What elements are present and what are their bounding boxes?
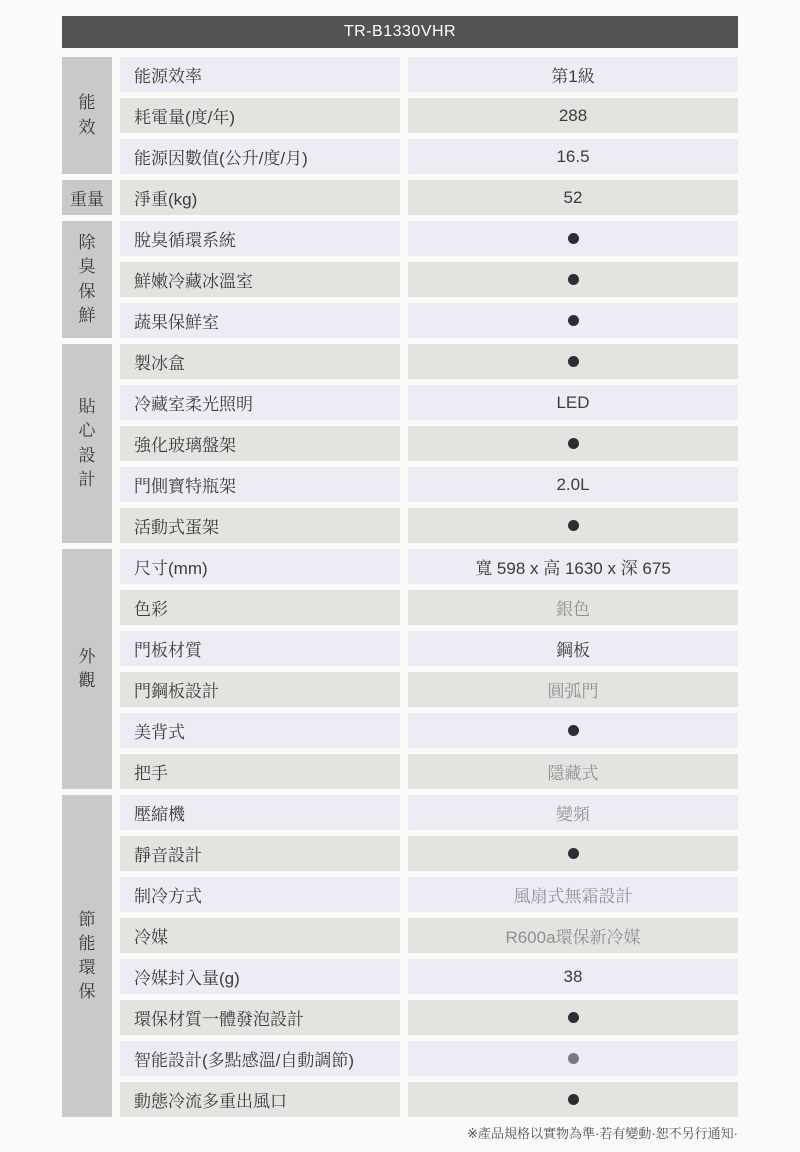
spec-value-cell (408, 508, 738, 543)
spec-value-cell (408, 426, 738, 461)
category-label-text: 貼 心 設 計 (78, 397, 96, 489)
category-label (62, 221, 112, 338)
category-label: 重量 (62, 180, 112, 215)
spec-value: 38 (563, 966, 583, 986)
spec-value: 第1級 (551, 67, 595, 86)
spec-value-cell (408, 877, 738, 912)
spec-row (120, 959, 738, 994)
spec-value: R600a環保新冷媒 (505, 928, 641, 947)
spec-value-cell (408, 836, 738, 871)
spec-label: 智能設計(多點感溫/自動調節) (120, 1041, 400, 1076)
spec-value-cell (408, 262, 738, 297)
spec-section (62, 221, 738, 338)
spec-label: 環保材質一體發泡設計 (120, 1000, 400, 1035)
included-dot-icon (568, 315, 579, 326)
model-header (62, 16, 738, 48)
spec-value: 52 (563, 187, 583, 207)
spec-value-cell (408, 631, 738, 666)
spec-row (120, 549, 738, 584)
spec-row (120, 508, 738, 543)
section-rows (120, 344, 738, 543)
category-label-text: 能 效 (78, 93, 96, 137)
spec-label: 冷媒封入量(g) (120, 959, 400, 994)
spec-row (120, 467, 738, 502)
spec-row (120, 918, 738, 953)
spec-label: 製冰盒 (120, 344, 400, 379)
spec-value: 2.0L (556, 474, 590, 494)
spec-row (120, 1041, 738, 1076)
included-dot-icon (568, 1012, 579, 1023)
spec-label: 門鋼板設計 (120, 672, 400, 707)
category-label (62, 344, 112, 543)
spec-label: 強化玻璃盤架 (120, 426, 400, 461)
spec-row (120, 385, 738, 420)
spec-table (62, 57, 738, 1117)
spec-label: 能源因數值(公升/度/月) (120, 139, 400, 174)
spec-value: 寬 598 x 高 1630 x 深 675 (475, 559, 671, 578)
spec-value-cell (408, 1041, 738, 1076)
spec-value-cell (408, 139, 738, 174)
spec-label: 冷媒 (120, 918, 400, 953)
spec-value: 風扇式無霜設計 (513, 887, 633, 906)
spec-row (120, 262, 738, 297)
spec-section (62, 180, 738, 215)
included-dot-icon (568, 848, 579, 859)
category-label (62, 795, 112, 1117)
spec-value-cell (408, 549, 738, 584)
spec-value-cell (408, 385, 738, 420)
spec-label: 尺寸(mm) (120, 549, 400, 584)
spec-label: 耗電量(度/年) (120, 98, 400, 133)
spec-value-cell (408, 344, 738, 379)
spec-row (120, 303, 738, 338)
included-dot-icon (568, 1053, 579, 1064)
spec-row (120, 754, 738, 789)
spec-row (120, 836, 738, 871)
category-label-text: 節 能 環 保 (78, 909, 96, 1002)
spec-row (120, 221, 738, 256)
spec-section (62, 549, 738, 789)
spec-value-cell (408, 959, 738, 994)
spec-label: 美背式 (120, 713, 400, 748)
spec-value-cell (408, 672, 738, 707)
section-rows (120, 180, 738, 215)
spec-value-cell (408, 918, 738, 953)
spec-row (120, 98, 738, 133)
spec-value-cell (408, 1082, 738, 1117)
spec-value: 鋼板 (556, 641, 590, 660)
spec-label: 色彩 (120, 590, 400, 625)
spec-row (120, 713, 738, 748)
section-rows (120, 549, 738, 789)
category-label (62, 57, 112, 174)
included-dot-icon (568, 520, 579, 531)
spec-value-cell (408, 180, 738, 215)
spec-value-cell (408, 713, 738, 748)
spec-row (120, 590, 738, 625)
spec-label: 靜音設計 (120, 836, 400, 871)
spec-row (120, 672, 738, 707)
spec-value-cell (408, 57, 738, 92)
section-rows (120, 221, 738, 338)
spec-row (120, 795, 738, 830)
spec-label: 冷藏室柔光照明 (120, 385, 400, 420)
spec-value-cell (408, 754, 738, 789)
category-label (62, 549, 112, 789)
spec-label: 淨重(kg) (120, 180, 400, 215)
spec-value-cell (408, 795, 738, 830)
spec-label: 鮮嫩冷藏冰溫室 (120, 262, 400, 297)
disclaimer-note: ※產品規格以實物為準·若有變動·恕不另行通知· (467, 1126, 738, 1141)
included-dot-icon (568, 356, 579, 367)
spec-label: 制冷方式 (120, 877, 400, 912)
spec-label: 門板材質 (120, 631, 400, 666)
spec-row (120, 57, 738, 92)
included-dot-icon (568, 725, 579, 736)
spec-row (120, 344, 738, 379)
spec-label: 脫臭循環系統 (120, 221, 400, 256)
model-title: TR-B1330VHR (343, 23, 457, 40)
spec-label: 把手 (120, 754, 400, 789)
spec-value-cell (408, 98, 738, 133)
included-dot-icon (568, 1094, 579, 1105)
spec-section (62, 57, 738, 174)
spec-value: 銀色 (556, 600, 590, 619)
spec-label: 活動式蛋架 (120, 508, 400, 543)
spec-value-cell (408, 467, 738, 502)
spec-value: 16.5 (556, 146, 590, 166)
spec-value-cell (408, 303, 738, 338)
included-dot-icon (568, 274, 579, 285)
spec-row (120, 631, 738, 666)
spec-label: 門側寶特瓶架 (120, 467, 400, 502)
spec-section (62, 795, 738, 1117)
spec-row (120, 426, 738, 461)
spec-value-cell (408, 590, 738, 625)
spec-row (120, 180, 738, 215)
included-dot-icon (568, 438, 579, 449)
spec-row (120, 139, 738, 174)
spec-value: 圓弧門 (547, 682, 599, 701)
spec-label: 壓縮機 (120, 795, 400, 830)
section-rows (120, 795, 738, 1117)
spec-label: 動態冷流多重出風口 (120, 1082, 400, 1117)
spec-label: 能源效率 (120, 57, 400, 92)
spec-value-cell (408, 221, 738, 256)
category-label-text: 除 臭 保 鮮 (78, 233, 96, 325)
spec-row (120, 877, 738, 912)
spec-value: 變頻 (556, 805, 590, 824)
spec-row (120, 1082, 738, 1117)
spec-value: 288 (558, 105, 588, 125)
section-rows (120, 57, 738, 174)
spec-value: LED (556, 392, 590, 412)
category-label-text: 外 觀 (78, 646, 96, 690)
spec-value: 隱藏式 (547, 764, 599, 783)
spec-label: 蔬果保鮮室 (120, 303, 400, 338)
spec-row (120, 1000, 738, 1035)
spec-value-cell (408, 1000, 738, 1035)
spec-section (62, 344, 738, 543)
included-dot-icon (568, 233, 579, 244)
